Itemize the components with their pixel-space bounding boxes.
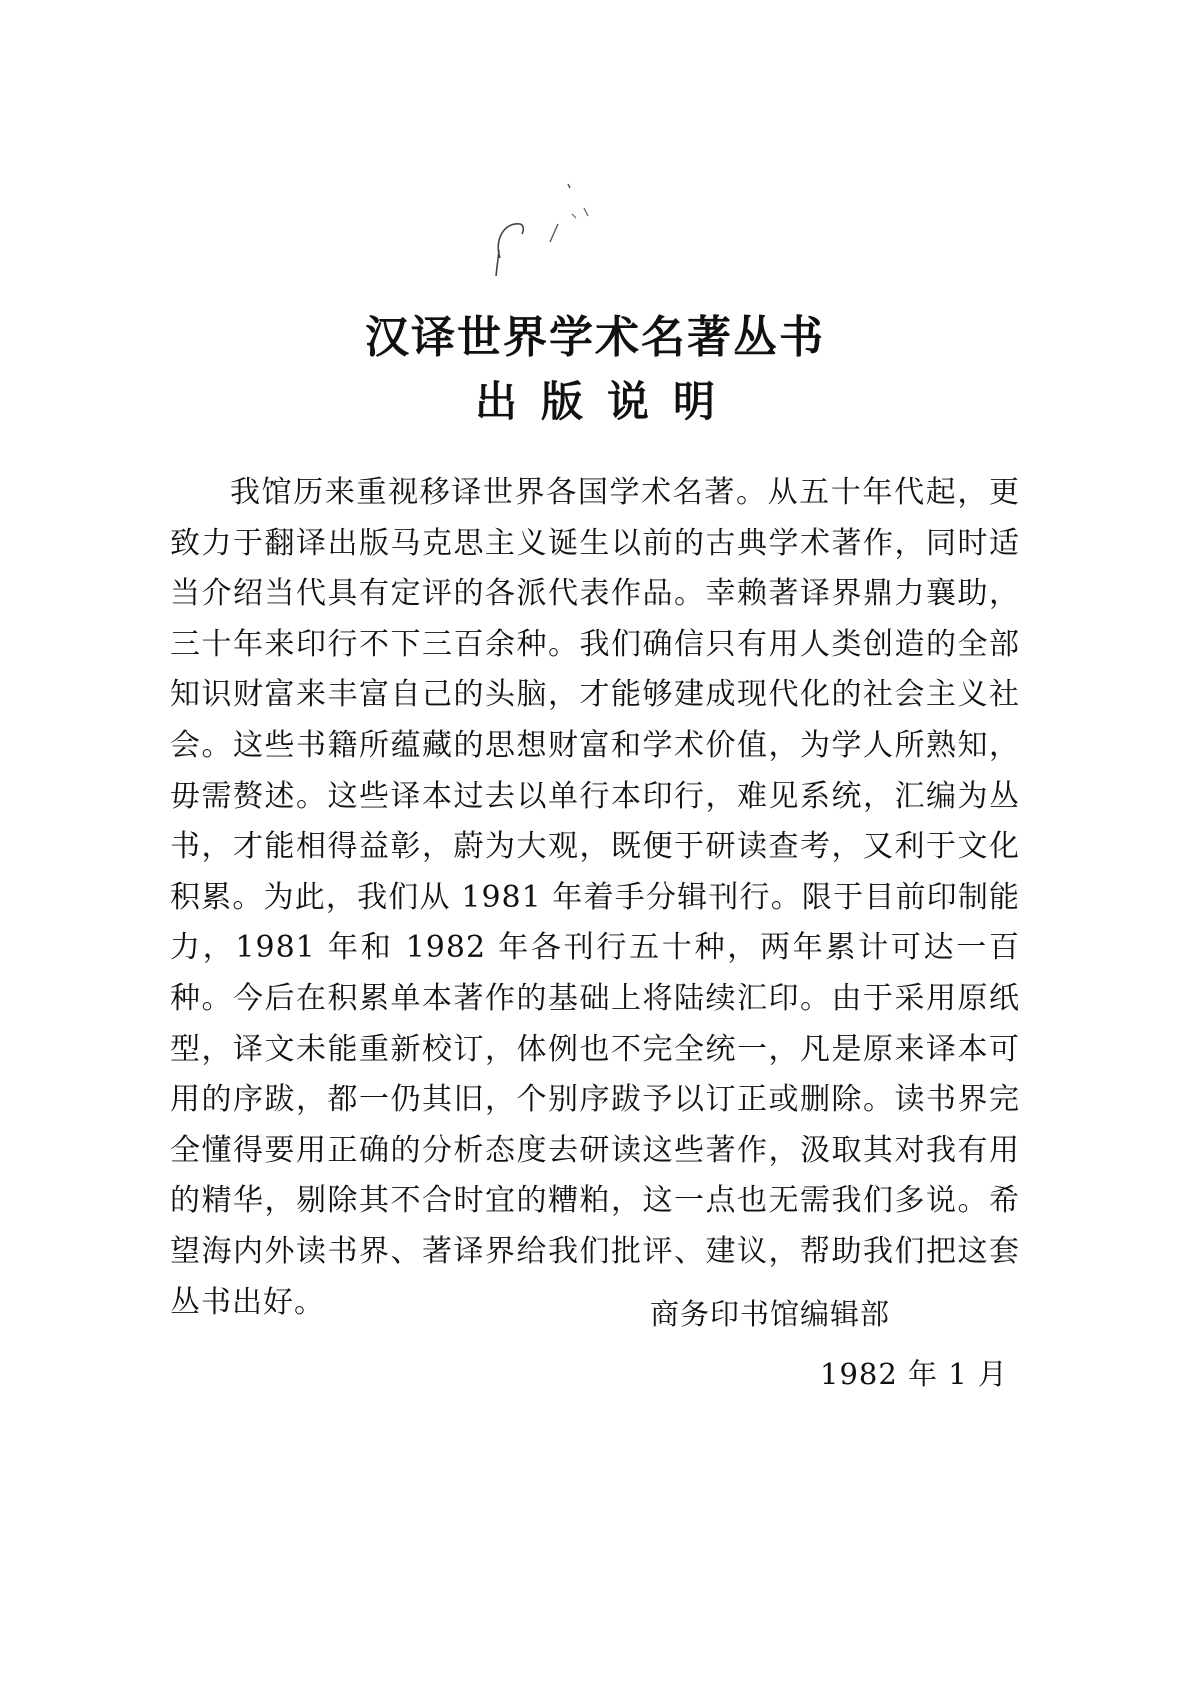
pencil-scribble (490, 180, 650, 290)
publication-date: 1982 年 1 月 (820, 1357, 1008, 1391)
body-paragraph: 我馆历来重视移译世界各国学术名著。从五十年代起，更致力于翻译出版马克思主义诞生以前的古典学术著作，同时适当介绍当代具有定评的各派代表作品。幸赖著译界鼎力襄助，三十年来印行不下三百余种。我们确信只有用人类创造的全部知识财富来丰富自己的头脑，才能够建成现代化的社会主义社会。这些书籍所蕴藏的思想财富和学术价值，为学人所熟知，毋需赘述。这些译本过去以单行本印行，难见系统，汇编为丛书，才能相得益彰，蔚为大观，既便于研读查考，又利于文化积累。为此，我们从 1981 年着手分辑刊行。限于目前印制能力，1981 年和 1982 年各刊行五十种，两年累计可达一百种。今后在积累单本著作的基础上将陆续汇印。由于采用原纸型，译文未能重新校订，体例也不完全统一，凡是原来译本可用的序跋，都一仍其旧，个别序跋予以订正或删除。读书界完全懂得要用正确的分析态度去研读这些著作，汲取其对我有用的精华，剔除其不合时宜的糟粕，这一点也无需我们多说。希望海内外读书界、著译界给我们批评、建议，帮助我们把这套丛书出好。 (170, 475, 1020, 1320)
notice-title: 出版说明 (474, 377, 739, 426)
publisher-signature: 商务印书馆编辑部 (650, 1297, 891, 1331)
series-title: 汉译世界学术名著丛书 (365, 312, 825, 363)
